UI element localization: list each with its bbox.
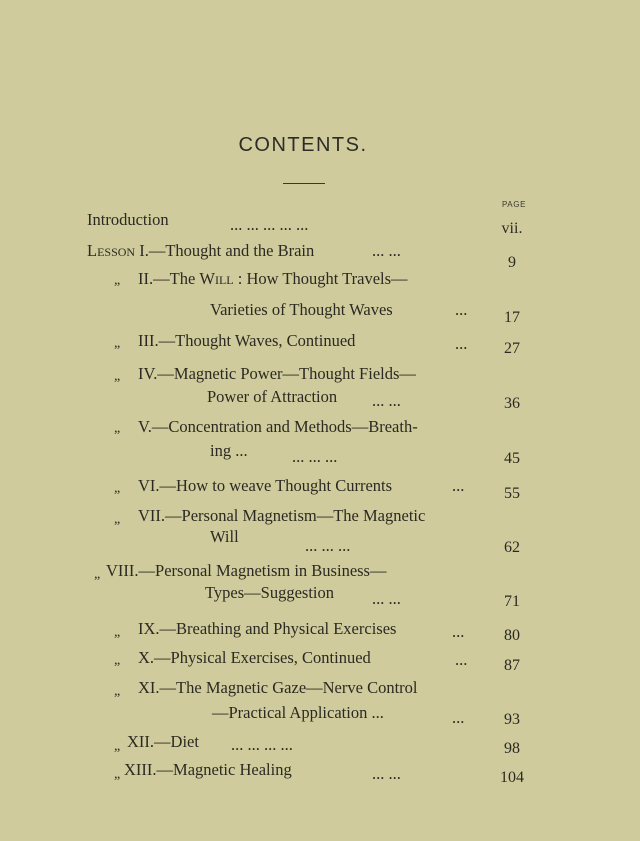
entry-title: —Breathing and Physical Exercises: [159, 619, 397, 638]
toc-entry-lesson-9: [138, 621, 396, 638]
entry-title-part: : How Thought Travels—: [233, 269, 408, 288]
entry-leader: ... ...: [372, 391, 401, 410]
entry-page-number: 45: [504, 450, 520, 467]
entry-leader: ...: [452, 476, 465, 495]
ditto-mark: „: [114, 369, 121, 384]
entry-page-number: 71: [504, 593, 520, 610]
toc-entry-lesson-4: [138, 366, 416, 383]
ditto-mark: „: [114, 684, 121, 699]
ditto-mark: „: [114, 625, 121, 640]
lesson-numeral: VII.: [138, 506, 166, 525]
toc-entry-lesson-1: [87, 243, 314, 260]
entry-title-continuation: —Practical Application ...: [212, 703, 384, 722]
entry-leader: ... ... ... ...: [231, 735, 293, 754]
lesson-numeral: III.: [138, 331, 159, 350]
lesson-numeral: X.: [138, 648, 155, 667]
entry-title-continuation: ing ...: [210, 441, 248, 460]
entry-page-number: 98: [504, 740, 520, 757]
entry-leader: ...: [455, 334, 468, 353]
toc-entry-lesson-7: [138, 508, 425, 525]
entry-leader: ...: [455, 650, 468, 669]
entry-title: —Magnetic Healing: [156, 760, 292, 779]
lesson-numeral: II.: [138, 269, 154, 288]
lesson-numeral: XI.: [138, 678, 160, 697]
entry-page-number: 104: [500, 769, 524, 786]
entry-leader: ...: [452, 622, 465, 641]
title-rule: [283, 183, 325, 184]
toc-entry-lesson-12: [127, 734, 199, 751]
entry-page-number: 62: [504, 539, 520, 556]
entry-leader: ...: [452, 708, 465, 727]
ditto-mark: „: [114, 273, 121, 288]
ditto-mark: „: [114, 336, 121, 351]
toc-entry-lesson-11: [138, 680, 418, 697]
lesson-numeral: VIII.: [106, 561, 139, 580]
lesson-numeral: IX.: [138, 619, 160, 638]
ditto-mark: „: [114, 739, 121, 754]
toc-entry-lesson-10: [138, 650, 371, 667]
entry-title: —Concentration and Methods—Breath-: [151, 417, 418, 436]
entry-title-continuation: Will: [210, 527, 239, 546]
ditto-mark: „: [114, 512, 121, 527]
entry-title: —Personal Magnetism in Business—: [138, 561, 387, 580]
entry-leader: ... ... ...: [292, 447, 338, 466]
entry-title: —How to weave Thought Currents: [159, 476, 393, 495]
toc-entry-introduction: [87, 212, 169, 229]
entry-page-number: 27: [504, 340, 520, 357]
entry-leader: ... ... ...: [305, 536, 351, 555]
ditto-mark: „: [94, 567, 101, 582]
entry-title-continuation: Power of Attraction: [207, 387, 338, 406]
entry-title: —Thought and the Brain: [148, 241, 315, 260]
toc-entry-lesson-13: [124, 762, 292, 779]
entry-page-number: 55: [504, 485, 520, 502]
ditto-mark: „: [114, 653, 121, 668]
toc-entry-lesson-5: [138, 419, 418, 436]
lesson-numeral: V.: [138, 417, 152, 436]
entry-leader: ... ...: [372, 589, 401, 608]
entry-leader: ...: [455, 300, 468, 319]
entry-page-number: 87: [504, 657, 520, 674]
toc-entry-lesson-6: [138, 478, 392, 495]
entry-title-part: —The: [153, 269, 200, 288]
lesson-numeral: XIII.: [124, 760, 157, 779]
entry-title: —The Magnetic Gaze—Nerve Control: [159, 678, 418, 697]
entry-page-number: 9: [508, 254, 516, 271]
entry-title: —Magnetic Power—Thought Fields—: [157, 364, 416, 383]
toc-entry-lesson-3: [138, 333, 355, 350]
entry-leader: ... ... ... ... ...: [230, 215, 309, 234]
entry-page-number: 36: [504, 395, 520, 412]
entry-page-number: 17: [504, 309, 520, 326]
entry-title: Introduction: [87, 210, 169, 229]
ditto-mark: „: [114, 421, 121, 436]
entry-title-continuation: Varieties of Thought Waves: [210, 300, 393, 319]
lesson-label: Lesson: [87, 241, 136, 260]
lesson-numeral: XII.: [127, 732, 155, 751]
lesson-numeral: I.: [139, 241, 149, 260]
entry-title: —Physical Exercises, Continued: [154, 648, 371, 667]
lesson-numeral: VI.: [138, 476, 160, 495]
entry-page-number: 93: [504, 711, 520, 728]
ditto-mark: „: [114, 481, 121, 496]
entry-title: —Thought Waves, Continued: [158, 331, 356, 350]
lesson-numeral: IV.: [138, 364, 158, 383]
entry-title-continuation: Types—Suggestion: [205, 583, 335, 602]
toc-entry-lesson-8: [106, 563, 386, 580]
entry-title: —Diet: [154, 732, 199, 751]
page-column-header: PAGE: [501, 200, 527, 209]
entry-title-part: Will: [199, 269, 234, 288]
entry-page-number: 80: [504, 627, 520, 644]
toc-entry-lesson-2: [138, 271, 408, 288]
entry-leader: ... ...: [372, 241, 401, 260]
ditto-mark: „: [114, 767, 121, 782]
page-title: CONTENTS.: [238, 134, 368, 156]
entry-leader: ... ...: [372, 764, 401, 783]
entry-page-number: vii.: [501, 220, 523, 237]
entry-title: —Personal Magnetism—The Magnetic: [165, 506, 426, 525]
